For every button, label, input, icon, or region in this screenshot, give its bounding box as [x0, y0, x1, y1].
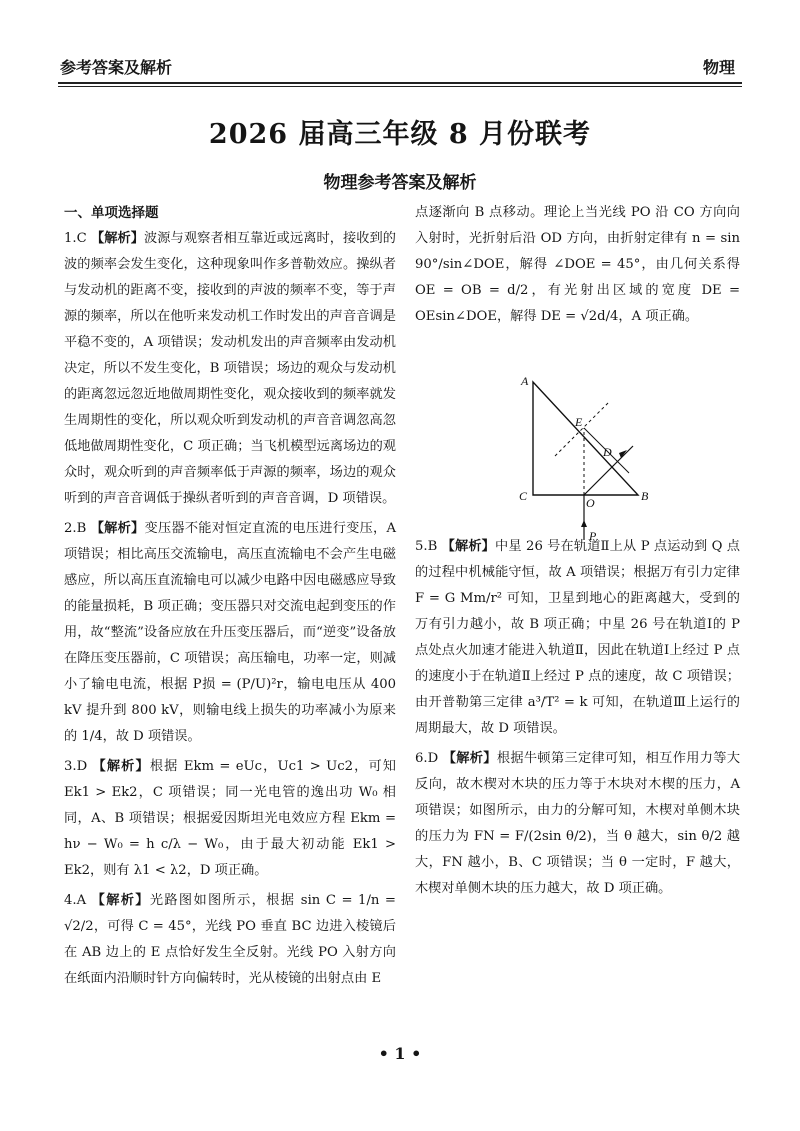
question-text: 根据牛顿第三定律可知，相互作用力等大反向，故木楔对木块的压力等于木块对木楔的压力，A 项错误；如图所示，由力的分解可知，木楔对单侧木块的压力为 FN = F/(2sin θ/2)，当 θ 越大，sin θ/2 越大，FN 越小，B、C 项错误；当 θ 一定时，F 越大，木楔对单侧木块的压力越大，故 D 项正确。: [415, 751, 741, 896]
question-number: 5.B: [415, 539, 438, 554]
question-number: 4.A: [64, 893, 87, 908]
question-2: [64, 516, 396, 750]
question-text: 中星 26 号在轨道Ⅱ上从 P 点运动到 Q 点的过程中机械能守恒，故 A 项错误；根据万有引力定律 F = G Mm/r² 可知，卫星到地心的距离越大，受到的万有引力越小，故 B 项正确；中星 26 号在轨道Ⅰ的 P 点处点火加速才能进入轨道Ⅱ，因此在轨道Ⅰ上经过 P 点的速度小于在轨道Ⅱ上经过 P 点的速度，故 C 项错误；由开普勒第三定律 a³/T² = k 可知，在轨道Ⅲ上运行的周期最大，故 D 项错误。: [415, 539, 740, 736]
analysis-tag: 【解析】: [92, 759, 150, 774]
label-o: O: [586, 496, 595, 510]
page-subtitle: 物理参考答案及解析: [323, 173, 477, 193]
normal-dashed: [555, 402, 609, 456]
label-c: C: [519, 489, 528, 503]
question-4: [64, 888, 396, 992]
analysis-tag: 【解析】: [90, 521, 145, 536]
page-title: 2026 届高三年级 8 月份联考: [208, 119, 592, 150]
incident-arrow: [581, 520, 587, 527]
analysis-tag: 【解析】: [441, 539, 496, 554]
question-6: [415, 746, 740, 902]
question-text: 根据 Ekm = eUc，Uc1 > Uc2，可知 Ek1 > Ek2，C 项错误；同一光电管的逸出功 W₀ 相同，A、B 项错误；根据爱因斯坦光电效应方程 Ekm = hν − W₀ = h c/λ − W₀，由于最大初动能 Ek1 > Ek2，则有 λ1 < λ2，D 项正确。: [64, 759, 396, 878]
question-number: 2.B: [64, 521, 87, 536]
label-e: E: [575, 415, 583, 429]
page-number: • 1 •: [378, 1044, 422, 1063]
header-left-label: 参考答案及解析: [60, 58, 173, 77]
question-number: 3.D: [64, 759, 88, 774]
right-column: [415, 200, 740, 906]
analysis-tag: 【解析】: [442, 751, 497, 766]
header-rule-thin: [58, 86, 742, 87]
section-heading: 一、单项选择题: [64, 205, 159, 221]
question-number: 1.C: [64, 231, 87, 246]
left-column: [64, 200, 396, 996]
header-subject-label: 物理: [702, 58, 735, 77]
label-a: A: [521, 374, 529, 388]
label-d: D: [603, 445, 612, 459]
label-p: P: [589, 529, 597, 543]
question-4-continued: 点逐渐向 B 点移动。理论上当光线 PO 沿 CO 方向向入射时，光折射后沿 OD 方向，由折射定律有 n = sin 90°/sin∠DOE，解得 ∠DOE = 45°，由几何关系得 OE = OB = d/2，有光射出区域的宽度 DE = OEsin∠DOE，解得 DE = √2d/4，A 项正确。: [415, 205, 740, 324]
header-rule: [58, 82, 742, 84]
label-b: B: [641, 489, 649, 503]
prism-light-path-diagram: [505, 370, 655, 550]
prism-triangle: [533, 382, 638, 495]
analysis-tag: 【解析】: [91, 893, 150, 908]
page-header: [60, 55, 735, 79]
question-number: 6.D: [415, 751, 439, 766]
question-1: [64, 226, 396, 512]
question-text: 变压器不能对恒定直流的电压进行变压，A 项错误；相比高压交流输电，高压直流输电不会产生电磁感应，所以高压直流输电可以减少电路中因电磁感应导致的能量损耗，B 项正确；变压器只对交流电起到变压的作用，故“整流”设备应放在升压变压器后，而“逆变”设备放在降压变压器前，C 项错误；高压输电，功率一定，则减小了输电电流，根据 P损 = (P/U)²r，输电电压从 400 kV 提升到 800 kV，则输电线上损失的功率减小为原来的 1/4，故 D 项错误。: [64, 521, 396, 744]
question-text: 波源与观察者相互靠近或远离时，接收到的波的频率会发生变化，这种现象叫作多普勒效应。操纵者与发动机的距离不变，接收到的声波的频率不变，等于声源的频率，所以在他听来发动机工作时发出的声音音调是平稳不变的，A 项错误；发动机发出的声音频率由发动机决定，所以不发生变化，B 项错误；场边的观众与发动机的距离忽远忽近地做周期性变化，观众接收到的频率就发生周期性的变化，所以观众听到发动机的声音音调忽高忽低地做周期性变化，C 项正确；当飞机模型远离场边的观众时，观众听到的声音频率低于声源的频率，场边的观众听到的声音音调低于操纵者听到的声音音调，D 项错误。: [64, 231, 396, 506]
question-5: [415, 534, 740, 742]
question-3: [64, 754, 396, 884]
analysis-tag: 【解析】: [90, 231, 145, 246]
question-text: 光路图如图所示，根据 sin C = 1/n = √2/2，可得 C = 45°，光线 PO 垂直 BC 边进入棱镜后在 AB 边上的 E 点恰好发生全反射。光线 PO 入射方向在纸面内沿顺时针方向偏转时，光从棱镜的出射点由 E: [64, 893, 396, 986]
